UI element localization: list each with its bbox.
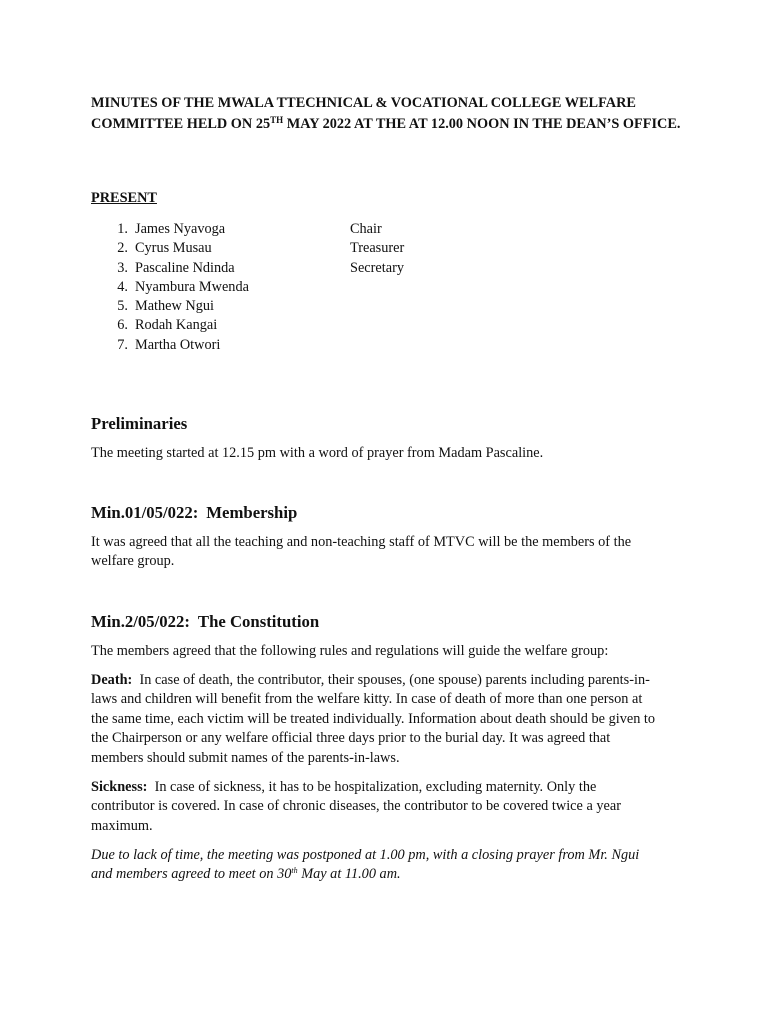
- title-part-2: MAY 2022 AT THE AT 12.00 NOON IN THE DEAN’S OFFICE.: [283, 116, 681, 132]
- member-number: 1.: [117, 221, 128, 237]
- member-number: 4.: [117, 278, 128, 295]
- member-item: [112, 259, 532, 278]
- sickness-label: Sickness:: [91, 779, 148, 795]
- member-item: [112, 239, 532, 258]
- member-number: 5.: [117, 298, 128, 315]
- member-number: 2.: [117, 240, 128, 257]
- member-name: Rodah Kangai: [135, 317, 218, 334]
- member-number: 7.: [117, 336, 128, 353]
- death-text: In case of death, the contributor, their spouses, (one spouse) parents including parents-in-laws and children will benefit from the welfare kitty. In case of death of more than one person at the same time, each victim will be treated individually. Information about death should be given to the Chairperson or any welfare official three days prior to the burial day. It was agreed that members should submit names of the parents-in-laws.: [91, 672, 656, 766]
- min1-heading: [91, 503, 297, 523]
- member-item: [112, 297, 532, 316]
- preliminaries-heading: Preliminaries: [91, 414, 188, 433]
- member-name: Mathew Ngui: [135, 298, 215, 315]
- death-paragraph: [91, 671, 663, 768]
- member-number: 6.: [117, 317, 128, 334]
- title-superscript: TH: [270, 115, 284, 125]
- min1-number: Min.01/05/022:: [91, 503, 199, 522]
- present-heading: PRESENT: [91, 190, 157, 206]
- min1-text: It was agreed that all the teaching and non-teaching staff of MTVC will be the members of the welfare group.: [91, 534, 632, 570]
- death-label: Death:: [91, 672, 133, 688]
- member-item: [112, 316, 532, 335]
- min2-heading: [91, 612, 319, 632]
- member-item: [112, 278, 532, 297]
- closing-paragraph: [91, 846, 651, 885]
- title-part-1: MINUTES OF THE MWALA TTECHNICAL & VOCATIONAL COLLEGE WELFARE COMMITTEE HELD ON 25: [91, 95, 636, 132]
- preliminaries-text: The meeting started at 12.15 pm with a word of prayer from Madam Pascaline.: [91, 445, 544, 461]
- member-number: 3.: [117, 259, 128, 276]
- closing-part-2: May at 11.00 am.: [297, 866, 401, 883]
- member-item: [112, 220, 532, 239]
- member-role: Treasurer: [350, 240, 405, 257]
- min2-intro: The members agreed that the following rules and regulations will guide the welfare group:: [91, 643, 609, 659]
- sickness-text: In case of sickness, it has to be hospitalization, excluding maternity. Only the contributor is covered. In case of chronic diseases, the contributor to be covered twice a year maximum.: [91, 779, 621, 834]
- min2-number: Min.2/05/022:: [91, 612, 190, 631]
- closing-part-1: Due to lack of time, the meeting was postponed at 1.00 pm, with a closing prayer from Mr. Ngui and members agreed to meet on 30: [91, 847, 640, 883]
- member-name: Nyambura Mwenda: [135, 278, 249, 295]
- member-role: Chair: [350, 221, 382, 237]
- member-role: Secretary: [350, 259, 404, 276]
- member-name: James Nyavoga: [135, 221, 226, 237]
- member-item: [112, 336, 532, 355]
- member-name: Cyrus Musau: [135, 240, 212, 257]
- document-title: [91, 93, 691, 135]
- min1-title: Membership: [206, 503, 298, 522]
- sickness-paragraph: [91, 778, 651, 836]
- min2-title: The Constitution: [197, 612, 320, 631]
- member-name: Pascaline Ndinda: [135, 259, 235, 276]
- closing-superscript: th: [291, 866, 298, 876]
- member-name: Martha Otwori: [135, 336, 221, 353]
- members-list: [112, 220, 532, 355]
